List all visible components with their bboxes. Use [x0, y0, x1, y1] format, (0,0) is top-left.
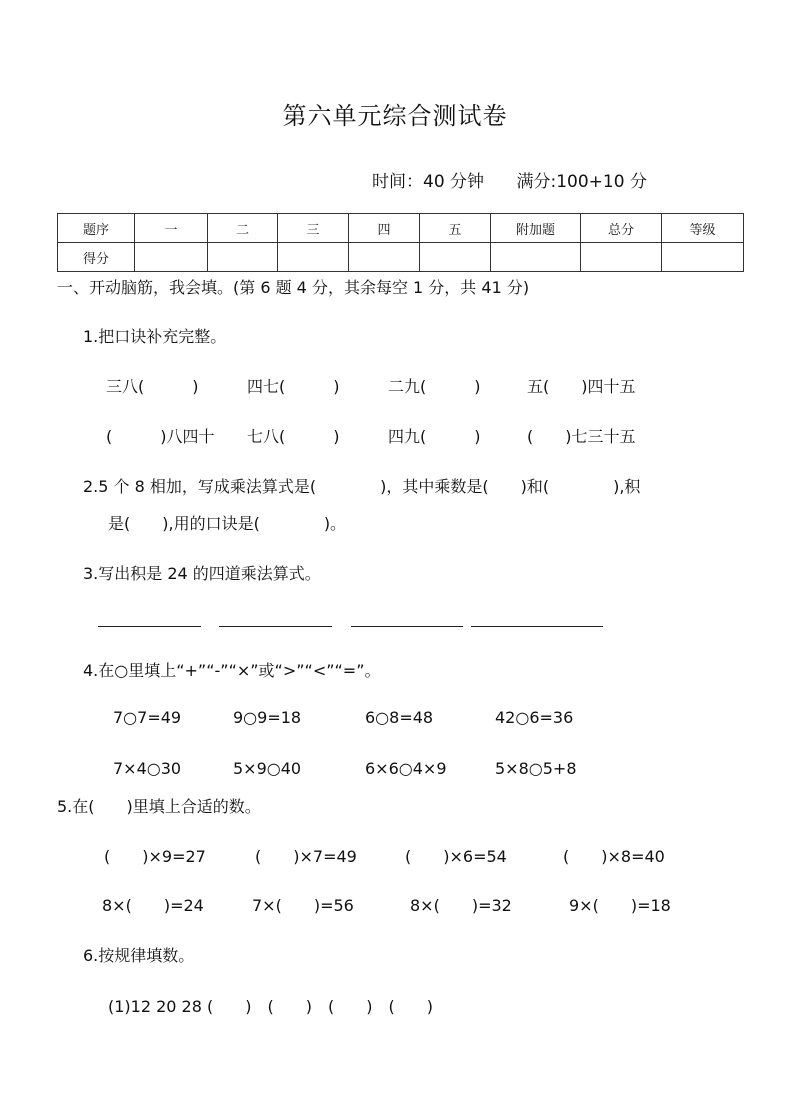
- question-2-line-1: 2.5 个 8 相加，写成乘法算式是( )，其中乘数是( )和( ),积: [83, 477, 641, 496]
- answer-blank[interactable]: [471, 626, 603, 627]
- score-table-score-row: [58, 243, 744, 272]
- fill-item: ( )八四十: [106, 427, 215, 446]
- fill-item: 7×( )=56: [252, 896, 354, 915]
- score-input-cell[interactable]: [581, 243, 662, 272]
- fill-item: ( )×6=54: [405, 847, 507, 866]
- question-1: 1.把口诀补充完整。: [83, 327, 227, 346]
- score-input-cell[interactable]: [662, 243, 744, 272]
- fill-item: ( )×9=27: [104, 847, 206, 866]
- question-6-sub-1: (1)12 20 28 ( ) ( ) ( ) ( ): [108, 997, 433, 1016]
- fill-item: 9×( )=18: [569, 896, 671, 915]
- fill-item: 七八( ): [247, 427, 340, 446]
- table-cell: 二: [208, 214, 278, 243]
- fill-item: ( )七三十五: [527, 427, 636, 446]
- fill-item: 8×( )=24: [102, 896, 204, 915]
- table-cell: 等级: [662, 214, 744, 243]
- compare-item: 7○7=49: [113, 708, 182, 727]
- question-3: 3.写出积是 24 的四道乘法算式。: [83, 564, 321, 583]
- table-cell: 总分: [581, 214, 662, 243]
- page-title: 第六单元综合测试卷: [282, 102, 508, 130]
- question-4: 4.在○里填上“+”“-”“×”或“>”“<”“=”。: [83, 661, 381, 680]
- question-5: 5.在( )里填上合适的数。: [57, 797, 261, 816]
- table-cell: 四: [349, 214, 420, 243]
- fill-item: 三八( ): [106, 377, 199, 396]
- table-cell: 题序: [58, 214, 135, 243]
- answer-blank[interactable]: [219, 626, 332, 627]
- score-input-cell[interactable]: [135, 243, 208, 272]
- fill-item: ( )×7=49: [255, 847, 357, 866]
- fill-item: 四七( ): [247, 377, 340, 396]
- answer-blank[interactable]: [351, 626, 463, 627]
- compare-item: 42○6=36: [495, 708, 574, 727]
- score-table: [57, 213, 744, 272]
- compare-item: 6×6○4×9: [365, 759, 447, 778]
- section-heading: 一、开动脑筋，我会填。(第 6 题 4 分，其余每空 1 分，共 41 分): [57, 278, 530, 297]
- score-input-cell[interactable]: [491, 243, 581, 272]
- compare-item: 5×9○40: [233, 759, 302, 778]
- compare-item: 7×4○30: [113, 759, 182, 778]
- score-input-cell[interactable]: [208, 243, 278, 272]
- compare-item: 5×8○5+8: [495, 759, 577, 778]
- answer-blank[interactable]: [98, 626, 201, 627]
- compare-item: 9○9=18: [233, 708, 302, 727]
- table-cell: 三: [278, 214, 349, 243]
- table-cell: 一: [135, 214, 208, 243]
- score-input-cell[interactable]: [278, 243, 349, 272]
- exam-meta: [372, 167, 647, 192]
- fill-item: 8×( )=32: [410, 896, 512, 915]
- score-table-header-row: [58, 214, 744, 243]
- table-cell: 附加题: [491, 214, 581, 243]
- time-limit: 时间：40 分钟: [372, 172, 485, 192]
- fill-item: 四九( ): [388, 427, 481, 446]
- fill-item: ( )×8=40: [563, 847, 665, 866]
- score-input-cell[interactable]: [420, 243, 491, 272]
- fill-item: 二九( ): [388, 377, 481, 396]
- question-6: 6.按规律填数。: [83, 946, 195, 965]
- table-cell: 五: [420, 214, 491, 243]
- compare-item: 6○8=48: [365, 708, 434, 727]
- fill-item: 五( )四十五: [527, 377, 636, 396]
- score-input-cell[interactable]: [349, 243, 420, 272]
- table-cell: 得分: [58, 243, 135, 272]
- full-score: 满分:100+10 分: [516, 172, 647, 192]
- question-2-line-2: 是( ),用的口诀是( )。: [108, 514, 347, 533]
